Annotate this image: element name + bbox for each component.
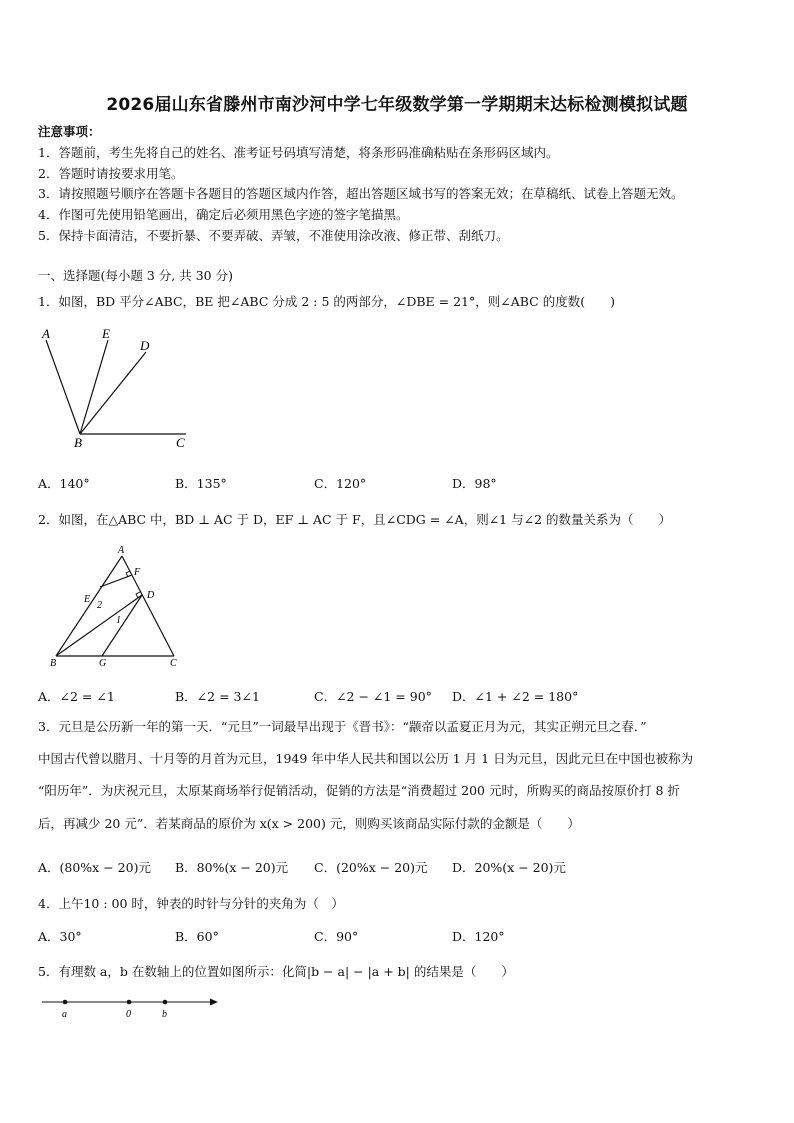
question-2-option-d[interactable]: D．∠1 + ∠2 = 180°	[452, 689, 579, 704]
question-2-option-b[interactable]: B．∠2 = 3∠1	[175, 689, 260, 704]
question-5-text: 5．有理数 a，b 在数轴上的位置如图所示：化简|b − a| − |a + b| 的结果是（ ）	[38, 964, 514, 979]
question-1-text: 1．如图，BD 平分∠ABC，BE 把∠ABC 分成 2 : 5 的两部分，∠DBE = 21°，则∠ABC 的度数( )	[38, 294, 615, 309]
question-1-option-a[interactable]: A．140°	[38, 476, 90, 491]
segment-DG	[102, 595, 142, 656]
notice-item: 4．作图可先使用铅笔画出，确定后必须用黑色字迹的签字笔描黑。	[38, 207, 409, 222]
question-2-figure	[44, 542, 194, 670]
question-2-option-a[interactable]: A．∠2 = ∠1	[38, 689, 115, 704]
notice-item: 2．答题时请按要求用笔。	[38, 166, 184, 181]
label-a: a	[62, 1009, 67, 1020]
notice-item: 3．请按照题号顺序在答题卡各题目的答题区域内作答，超出答题区域书写的答案无效；在草稿纸、试卷上答题无效。	[38, 186, 684, 201]
question-1-option-d[interactable]: D．98°	[452, 476, 497, 491]
page-title: 2026届山东省滕州市南沙河中学七年级数学第一学期期末达标检测模拟试题	[106, 95, 688, 115]
label-D: D	[147, 590, 155, 601]
angle-label-2: 2	[97, 600, 102, 611]
label-B: B	[50, 658, 57, 669]
number-line-figure	[38, 992, 224, 1020]
arrow-icon	[210, 999, 218, 1006]
point-b	[163, 1000, 168, 1005]
question-4-option-a[interactable]: A．30°	[38, 929, 82, 944]
label-C: C	[176, 435, 185, 450]
question-4-option-b[interactable]: B．60°	[175, 929, 219, 944]
ray-BE	[80, 340, 108, 434]
ray-BD	[80, 352, 146, 434]
question-1-option-b[interactable]: B．135°	[175, 476, 227, 491]
question-1-option-c[interactable]: C．120°	[314, 476, 367, 491]
question-4-option-c[interactable]: C．90°	[314, 929, 359, 944]
label-zero: 0	[126, 1009, 131, 1020]
question-3-option-a[interactable]: A．(80%x − 20)元	[38, 860, 151, 875]
question-3-line: 3．元旦是公历新一年的第一天．“元旦”一词最早出现于《晋书》：“颛帝以孟夏正月为元，其实正朔元旦之春．”	[38, 719, 647, 734]
question-3-option-d[interactable]: D．20%(x − 20)元	[452, 860, 566, 875]
notice-heading: 注意事项：	[38, 124, 101, 139]
notice-item: 1．答题前，考生先将自己的姓名、准考证号码填写清楚，将条形码准确粘贴在条形码区域内。	[38, 145, 559, 160]
label-b: b	[162, 1009, 167, 1020]
question-3-line: 中国古代曾以腊月、十月等的月首为元旦，1949 年中华人民共和国以公历 1 月 1 日为元旦，因此元旦在中国也被称为	[38, 751, 694, 766]
label-G: G	[99, 658, 107, 669]
question-4-text: 4．上午10 : 00 时，钟表的时针与分针的夹角为（ ）	[38, 896, 344, 911]
question-4-option-d[interactable]: D．120°	[452, 929, 505, 944]
question-3-option-c[interactable]: C．(20%x − 20)元	[314, 860, 428, 875]
angle-label-1: 1	[116, 615, 121, 626]
notice-item: 5．保持卡面清洁，不要折暴、不要弄破、弄皱，不准使用涂改液、修正带、刮纸刀。	[38, 228, 509, 243]
question-3-line: “阳历年”．为庆祝元旦，太原某商场举行促销活动，促销的方法是“消费超过 200 元时，所购买的商品按原价打 8 折	[38, 783, 680, 798]
question-2-option-c[interactable]: C．∠2 − ∠1 = 90°	[314, 689, 432, 704]
label-E: E	[84, 594, 91, 605]
section-heading: 一、选择题(每小题 3 分, 共 30 分)	[38, 268, 233, 283]
ray-BA	[46, 340, 80, 434]
question-3-line: 后，再减少 20 元”．若某商品的原价为 x(x > 200) 元，则购买该商品实际付款的金额是（ ）	[38, 816, 580, 831]
label-E: E	[102, 326, 110, 341]
point-zero	[127, 1000, 132, 1005]
label-C: C	[170, 658, 177, 669]
question-2-text: 2．如图，在△ABC 中，BD ⊥ AC 于 D，EF ⊥ AC 于 F，且∠CDG = ∠A，则∠1 与∠2 的数量关系为（ ）	[38, 512, 671, 527]
point-a	[63, 1000, 68, 1005]
label-A: A	[118, 545, 125, 556]
question-3-option-b[interactable]: B．80%(x − 20)元	[175, 860, 289, 875]
label-B: B	[74, 435, 82, 450]
label-D: D	[140, 338, 150, 353]
label-A: A	[42, 326, 50, 341]
label-F: F	[134, 567, 141, 578]
question-1-figure	[36, 322, 196, 452]
